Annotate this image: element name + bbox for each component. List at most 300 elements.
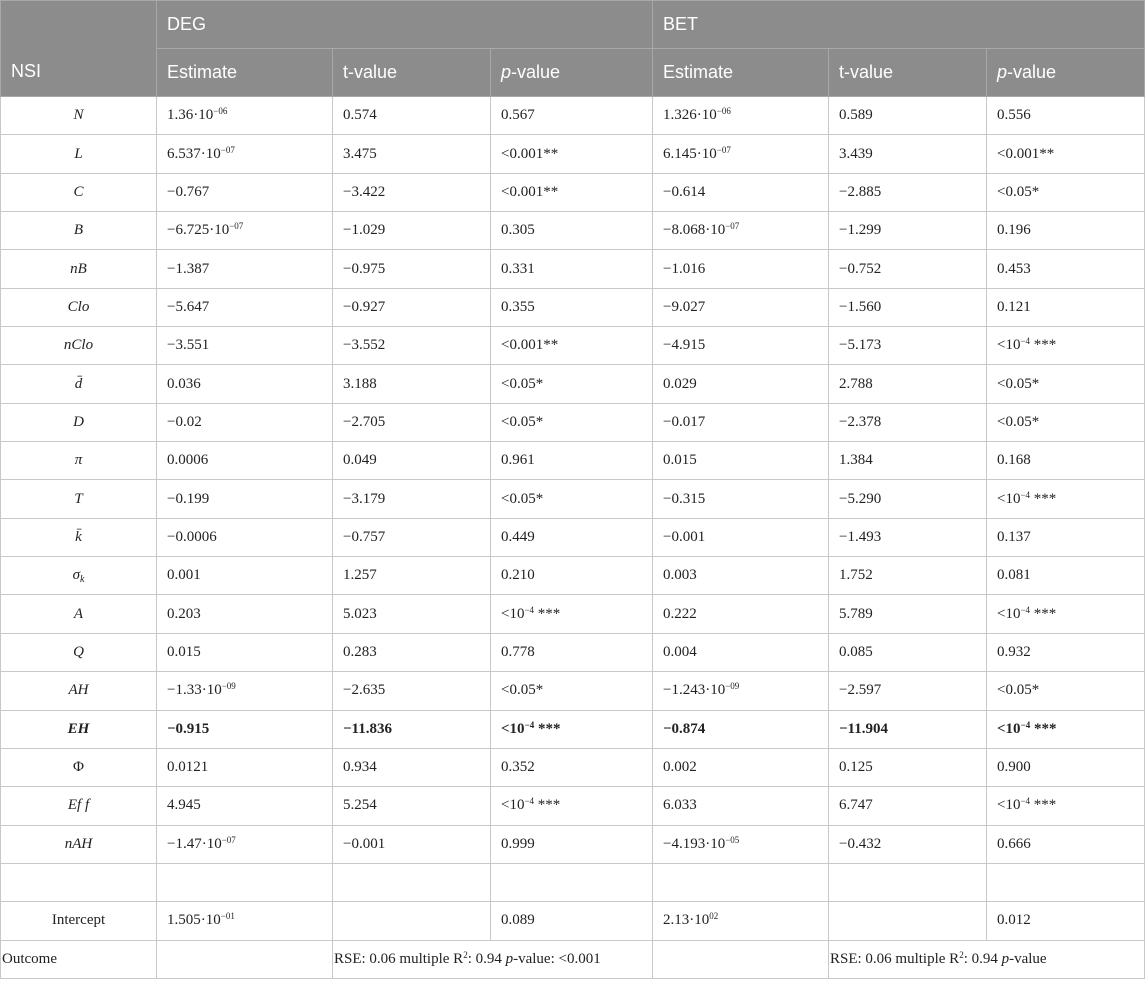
cell-nsi [1,173,157,211]
cell-nsi [1,672,157,710]
deg-pvalue-value: 0.210 [501,567,535,584]
p-suffix: -value [511,62,561,82]
nsi-symbol: d̄ [74,375,83,392]
nsi-symbol: A [73,605,84,622]
deg-tvalue-value: −0.975 [343,260,386,277]
deg-pvalue-value: 0.449 [501,528,535,545]
cell-bet-estimate [653,365,829,403]
cell-deg-pvalue [491,787,653,825]
cell-deg-estimate [157,672,333,710]
bet-tvalue-value: 6.747 [839,797,873,814]
cell-bet-estimate [653,173,829,211]
cell-bet-pvalue [987,250,1145,288]
nsi-symbol: Φ [73,759,84,776]
cell-deg-estimate [157,288,333,326]
header-bet-tvalue: t-value [829,49,987,97]
table-row [1,518,1145,556]
table-row [1,672,1145,710]
deg-tvalue-value: −3.422 [343,183,386,200]
cell-bet-estimate [653,710,829,748]
cell-deg-pvalue [491,135,653,173]
table-row [1,212,1145,250]
cell-bet-tvalue [829,365,987,403]
bet-pvalue-value: 0.453 [997,260,1031,277]
table-row [1,173,1145,211]
cell-bet-estimate [653,902,829,940]
cell-bet-pvalue [987,595,1145,633]
cell-bet-pvalue [987,212,1145,250]
nsi-symbol: C [73,183,84,200]
bet-tvalue-value: −0.752 [839,260,882,277]
bet-pvalue-value: <0.05* [997,375,1040,392]
cell-nsi [1,863,157,901]
bet-pvalue-value: 0.196 [997,222,1031,239]
bet-estimate-exponent: −09 [725,681,740,692]
bet-pvalue-value: <10 [997,605,1021,622]
cell-bet-tvalue [829,748,987,786]
cell-deg-tvalue [333,863,491,901]
bet-pvalue-value: 0.121 [997,298,1031,315]
deg-tvalue-value: 0.049 [343,452,377,469]
cell-deg-estimate [157,212,333,250]
cell-bet-tvalue [829,403,987,441]
deg-tvalue-value: 1.257 [343,567,377,584]
bet-pvalue-value: 0.012 [997,912,1031,929]
deg-pvalue-value: <0.05* [501,490,544,507]
cell-deg-tvalue [333,518,491,556]
cell-bet-tvalue [829,595,987,633]
bet-pvalue-value: 0.932 [997,643,1031,660]
bet-pvalue-value: 0.081 [997,567,1031,584]
deg-tvalue-value: 0.283 [343,643,377,660]
deg-estimate-value: 0.036 [167,375,201,392]
cell-nsi [1,557,157,595]
bet-tvalue-value: 5.789 [839,605,873,622]
nsi-symbol: π [74,452,83,469]
cell-nsi [1,442,157,480]
deg-pvalue-value: <0.001** [501,337,559,354]
deg-tvalue-value: −0.927 [343,298,386,315]
cell-bet-estimate [653,518,829,556]
cell-bet-tvalue [829,212,987,250]
cell-bet-tvalue [829,633,987,671]
cell-nsi [1,825,157,863]
bet-estimate-exponent: −05 [725,834,740,845]
outcome-deg-empty [157,940,333,978]
cell-bet-tvalue [829,863,987,901]
table-row [1,480,1145,518]
bet-pvalue-value: <0.05* [997,183,1040,200]
cell-bet-pvalue [987,902,1145,940]
cell-nsi [1,595,157,633]
bet-estimate-value: 0.003 [663,567,697,584]
deg-estimate-exponent: −07 [221,834,236,845]
deg-estimate-value: −0.915 [167,720,210,737]
bet-tvalue-value: −1.560 [839,298,882,315]
bet-tvalue-value: 1.384 [839,452,873,469]
cell-nsi [1,365,157,403]
cell-deg-estimate [157,633,333,671]
nsi-symbol: AH [68,682,89,699]
outcome-deg-sup: 2 [463,949,468,960]
bet-pvalue-value: <0.05* [997,682,1040,699]
cell-bet-estimate [653,672,829,710]
cell-bet-estimate [653,288,829,326]
bet-pvalue-value: <10 [997,720,1021,737]
cell-nsi [1,633,157,671]
cell-deg-estimate [157,365,333,403]
header-bet-pvalue [987,49,1145,97]
deg-estimate-value: −1.47·10 [167,835,222,852]
nsi-symbol: nB [70,260,87,277]
table-row [1,902,1145,940]
cell-deg-tvalue [333,288,491,326]
deg-estimate-value: −6.725·10 [167,222,230,239]
deg-pvalue-exponent: −4 [524,719,535,730]
bet-tvalue-value: 0.125 [839,759,873,776]
deg-estimate-value: 0.015 [167,643,201,660]
cell-bet-pvalue [987,288,1145,326]
cell-deg-estimate [157,135,333,173]
bet-tvalue-value: −2.378 [839,413,882,430]
bet-pvalue-exponent: −4 [1020,336,1031,347]
cell-deg-tvalue [333,787,491,825]
table-row [1,288,1145,326]
cell-bet-pvalue [987,135,1145,173]
deg-estimate-value: 0.0121 [167,759,209,776]
deg-pvalue-exponent: −4 [524,604,535,615]
deg-pvalue-value: <0.001** [501,145,559,162]
bet-estimate-value: −9.027 [663,298,706,315]
cell-bet-tvalue [829,135,987,173]
nsi-symbol: L [74,145,83,162]
cell-deg-tvalue [333,902,491,940]
outcome-bet-sup: 2 [959,949,964,960]
table-row [1,595,1145,633]
deg-estimate-value: −1.33·10 [167,682,222,699]
cell-deg-estimate [157,557,333,595]
cell-bet-tvalue [829,250,987,288]
cell-nsi [1,480,157,518]
bet-tvalue-value: −1.493 [839,528,882,545]
header-deg-tvalue: t-value [333,49,491,97]
deg-tvalue-value: −1.029 [343,222,386,239]
deg-tvalue-value: −3.552 [343,337,386,354]
deg-pvalue-value: 0.961 [501,452,535,469]
cell-bet-pvalue [987,403,1145,441]
bet-estimate-exponent: −07 [716,144,731,155]
deg-estimate-value: 0.0006 [167,452,209,469]
cell-nsi [1,250,157,288]
bet-pvalue-exponent: −4 [1020,719,1031,730]
cell-deg-tvalue [333,327,491,365]
deg-tvalue-value: 5.254 [343,797,377,814]
bet-estimate-value: 0.029 [663,375,697,392]
cell-deg-estimate [157,250,333,288]
deg-pvalue-value: 0.778 [501,643,535,660]
outcome-label: Outcome [1,940,157,978]
deg-estimate-value: −0.767 [167,183,210,200]
cell-deg-pvalue [491,595,653,633]
deg-pvalue-significance: *** [534,720,561,737]
cell-nsi [1,288,157,326]
cell-bet-pvalue [987,442,1145,480]
cell-deg-tvalue [333,173,491,211]
cell-deg-pvalue [491,442,653,480]
cell-nsi [1,135,157,173]
deg-tvalue-value: 0.574 [343,107,377,124]
bet-pvalue-significance: *** [1030,337,1057,354]
cell-nsi [1,748,157,786]
outcome-deg-text-c: -value: <0.001 [513,950,601,967]
bet-estimate-exponent: −07 [725,221,740,232]
deg-pvalue-value: <0.001** [501,183,559,200]
bet-pvalue-value: 0.900 [997,759,1031,776]
cell-bet-pvalue [987,173,1145,211]
cell-nsi [1,212,157,250]
cell-deg-tvalue [333,633,491,671]
outcome-bet-empty-a [653,940,829,978]
cell-deg-pvalue [491,633,653,671]
deg-estimate-value: −0.199 [167,490,210,507]
cell-deg-pvalue [491,403,653,441]
table-row [1,135,1145,173]
cell-bet-tvalue [829,173,987,211]
cell-bet-pvalue [987,672,1145,710]
cell-bet-estimate [653,250,829,288]
deg-estimate-value: 1.36·10 [167,107,214,124]
table-footer [1,940,1145,978]
cell-bet-estimate [653,480,829,518]
cell-deg-estimate [157,327,333,365]
bet-estimate-value: 0.222 [663,605,697,622]
cell-bet-tvalue [829,288,987,326]
cell-deg-tvalue [333,403,491,441]
cell-bet-pvalue [987,97,1145,135]
bet-pvalue-value: <10 [997,337,1021,354]
cell-bet-estimate [653,633,829,671]
deg-estimate-value: 0.203 [167,605,201,622]
bet-estimate-value: −0.001 [663,528,706,545]
table-row [1,250,1145,288]
cell-bet-pvalue [987,480,1145,518]
bet-tvalue-value: 1.752 [839,567,873,584]
bet-estimate-value: 0.002 [663,759,697,776]
nsi-symbol: Clo [67,298,90,315]
nsi-symbol: Ef f [67,797,90,814]
header-bet-estimate: Estimate [653,49,829,97]
cell-bet-pvalue [987,633,1145,671]
deg-tvalue-value: 0.934 [343,759,377,776]
nsi-symbol: T [74,490,83,507]
cell-bet-estimate [653,863,829,901]
cell-bet-estimate [653,212,829,250]
header-group-deg: DEG [157,1,653,49]
bet-pvalue-value: <0.001** [997,145,1055,162]
deg-tvalue-value: −0.001 [343,835,386,852]
cell-deg-estimate [157,442,333,480]
cell-bet-pvalue [987,327,1145,365]
cell-deg-estimate [157,595,333,633]
outcome-bet-stats [829,940,1145,978]
bet-estimate-value: −8.068·10 [663,222,726,239]
bet-estimate-exponent: 02 [709,911,719,922]
nsi-symbol: EH [67,720,90,737]
nsi-symbol: Intercept [51,912,106,929]
bet-tvalue-value: 0.085 [839,643,873,660]
cell-deg-tvalue [333,480,491,518]
table-row [1,748,1145,786]
deg-tvalue-value: −2.635 [343,682,386,699]
cell-deg-tvalue [333,710,491,748]
cell-deg-pvalue [491,173,653,211]
cell-deg-estimate [157,480,333,518]
cell-deg-pvalue [491,518,653,556]
deg-pvalue-value: 0.089 [501,912,535,929]
p-italic: p [501,62,512,82]
nsi-symbol: B [73,222,84,239]
deg-estimate-exponent: −09 [221,681,236,692]
cell-deg-tvalue [333,135,491,173]
deg-pvalue-value: 0.355 [501,298,535,315]
cell-deg-estimate [157,518,333,556]
cell-deg-pvalue [491,825,653,863]
cell-bet-pvalue [987,748,1145,786]
deg-estimate-exponent: −07 [229,221,244,232]
deg-pvalue-value: <10 [501,720,525,737]
cell-deg-tvalue [333,825,491,863]
table-row [1,365,1145,403]
deg-pvalue-value: 0.567 [501,107,535,124]
bet-tvalue-value: −1.299 [839,222,882,239]
cell-bet-tvalue [829,825,987,863]
cell-deg-pvalue [491,250,653,288]
bet-tvalue-value: −2.597 [839,682,882,699]
p-italic: p [997,62,1008,82]
cell-bet-pvalue [987,557,1145,595]
deg-estimate-value: 4.945 [167,797,201,814]
cell-deg-estimate [157,97,333,135]
bet-pvalue-value: 0.556 [997,107,1031,124]
bet-estimate-value: −1.243·10 [663,682,726,699]
deg-tvalue-value: −3.179 [343,490,386,507]
nsi-symbol: Q [73,643,84,660]
cell-bet-tvalue [829,480,987,518]
nsi-symbol: nAH [64,835,93,852]
cell-bet-pvalue [987,787,1145,825]
table-row [1,327,1145,365]
bet-pvalue-value: <10 [997,490,1021,507]
bet-pvalue-exponent: −4 [1020,489,1031,500]
deg-pvalue-significance: *** [534,605,561,622]
cell-bet-pvalue [987,825,1145,863]
deg-estimate-value: −0.0006 [167,528,217,545]
bet-pvalue-significance: *** [1030,490,1057,507]
cell-bet-estimate [653,787,829,825]
outcome-bet-text-a: RSE: 0.06 multiple R [830,950,960,967]
deg-estimate-value: −5.647 [167,298,210,315]
header-deg-pvalue [491,49,653,97]
cell-deg-tvalue [333,250,491,288]
nsi-subscript: k [79,574,85,586]
bet-estimate-value: −4.193·10 [663,835,726,852]
bet-pvalue-value: 0.666 [997,835,1031,852]
deg-pvalue-value: <10 [501,797,525,814]
cell-deg-pvalue [491,288,653,326]
outcome-bet-text-c: -value [1009,950,1047,967]
cell-bet-pvalue [987,710,1145,748]
bet-tvalue-value: −0.432 [839,835,882,852]
cell-deg-pvalue [491,748,653,786]
cell-deg-estimate [157,902,333,940]
bet-estimate-value: 2.13·10 [663,912,710,929]
cell-deg-estimate [157,710,333,748]
bet-estimate-value: 0.015 [663,452,697,469]
bet-estimate-value: −0.874 [663,720,706,737]
cell-bet-estimate [653,135,829,173]
deg-estimate-value: −0.02 [167,413,202,430]
bet-estimate-value: 6.033 [663,797,697,814]
deg-pvalue-value: <10 [501,605,525,622]
cell-bet-tvalue [829,327,987,365]
outcome-deg-text-a: RSE: 0.06 multiple R [334,950,464,967]
deg-pvalue-value: <0.05* [501,682,544,699]
deg-tvalue-value: 5.023 [343,605,377,622]
cell-bet-tvalue [829,710,987,748]
nsi-symbol: N [73,107,84,124]
deg-pvalue-value: 0.305 [501,222,535,239]
cell-deg-estimate [157,748,333,786]
table-row [1,825,1145,863]
cell-deg-pvalue [491,327,653,365]
nsi-symbol: D [73,413,84,430]
bet-tvalue-value: 3.439 [839,145,873,162]
table-row [1,633,1145,671]
deg-estimate-exponent: −07 [220,144,235,155]
deg-tvalue-value: −11.836 [343,720,392,737]
bet-estimate-exponent: −06 [716,106,731,117]
cell-bet-estimate [653,403,829,441]
cell-bet-estimate [653,442,829,480]
bet-estimate-value: −1.016 [663,260,706,277]
cell-nsi [1,787,157,825]
deg-pvalue-exponent: −4 [524,796,535,807]
bet-tvalue-value: −5.290 [839,490,882,507]
deg-estimate-value: 6.537·10 [167,145,221,162]
cell-deg-pvalue [491,710,653,748]
cell-nsi [1,97,157,135]
cell-bet-tvalue [829,97,987,135]
bet-pvalue-value: 0.137 [997,528,1031,545]
nsi-symbol: k̄ [75,528,82,545]
bet-pvalue-exponent: −4 [1020,604,1031,615]
bet-tvalue-value: −11.904 [839,720,888,737]
table-body [1,97,1145,941]
cell-deg-tvalue [333,212,491,250]
deg-pvalue-significance: *** [534,797,561,814]
cell-deg-pvalue [491,97,653,135]
cell-nsi [1,327,157,365]
table-row [1,710,1145,748]
deg-tvalue-value: 3.188 [343,375,377,392]
cell-deg-tvalue [333,97,491,135]
cell-deg-pvalue [491,557,653,595]
bet-tvalue-value: 2.788 [839,375,873,392]
table-row [1,97,1145,135]
deg-tvalue-value: −0.757 [343,528,386,545]
outcome-row [1,940,1145,978]
table-header [1,1,1145,97]
